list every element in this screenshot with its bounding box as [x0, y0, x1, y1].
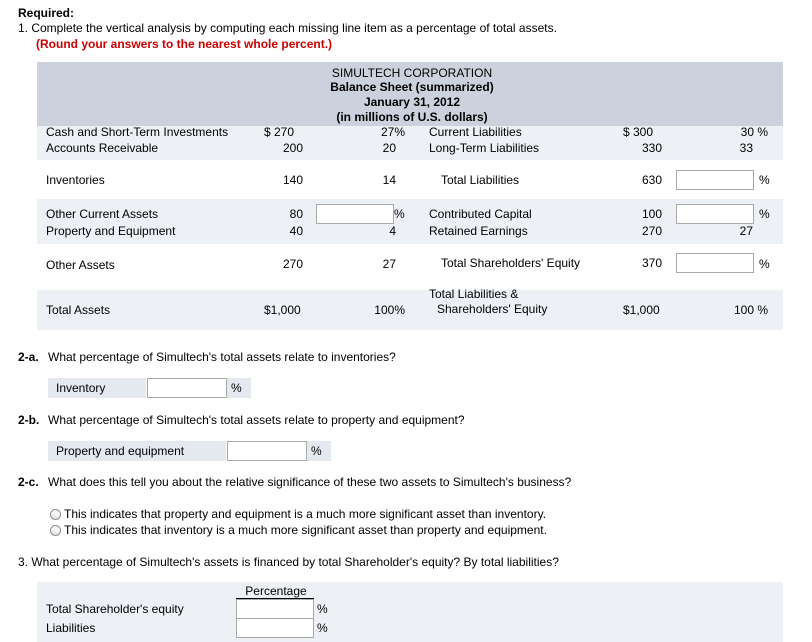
liability-label: Retained Earnings [429, 224, 528, 238]
question-3-text: 3. What percentage of Simultech's assets is financed by total Shareholder's equity? By total liabilities? [18, 555, 559, 569]
liability-amount: 630 [641, 173, 662, 187]
required-heading: Required: [18, 6, 75, 20]
question-2b-number: 2-b. [18, 413, 40, 427]
asset-amount: 270 [282, 257, 303, 271]
liability-percent: 33 [739, 141, 753, 155]
total-liab-equity-percent: 100 % [733, 303, 768, 317]
total-assets-percent: 100% [374, 303, 405, 317]
contributed-capital-percent-input[interactable] [676, 204, 754, 224]
total-liab-equity-amount: $1,000 [623, 303, 660, 317]
shareholders-equity-percent-input[interactable] [236, 599, 314, 619]
total-liab-equity-label: Total Liabilities & [429, 287, 519, 301]
percent-sign: % [759, 173, 770, 187]
inventory-percent-input[interactable] [147, 378, 227, 398]
question-1-text: 1. Complete the vertical analysis by computing each missing line item as a percentage of total assets. [18, 21, 557, 35]
shareholders-equity-label: Total Shareholder's equity [46, 602, 184, 616]
property-equipment-label: Property and equipment [48, 441, 226, 461]
asset-label: Cash and Short-Term Investments [46, 125, 229, 139]
rounding-note: (Round your answers to the nearest whole percent.) [36, 37, 333, 51]
total-liabilities-percent-input[interactable] [676, 170, 754, 190]
liability-percent: 30 % [740, 125, 768, 139]
liability-amount: 330 [641, 141, 662, 155]
option-1-text[interactable]: This indicates that property and equipment is a much more significant asset than inventory. [64, 507, 547, 521]
option-2-radio[interactable] [50, 525, 61, 536]
question-2a-text: What percentage of Simultech's total assets relate to inventories? [48, 350, 396, 364]
percent-sign: % [227, 378, 251, 398]
asset-percent: 20 [382, 141, 396, 155]
statement-title: Balance Sheet (summarized) [330, 80, 494, 94]
statement-units: (in millions of U.S. dollars) [336, 110, 488, 124]
asset-percent: 27% [380, 125, 405, 139]
total-assets-label: Total Assets [46, 303, 111, 317]
liability-amount: $ 300 [623, 125, 654, 139]
inventory-label: Inventory [48, 378, 146, 398]
percent-sign: % [317, 621, 328, 635]
row-band [37, 290, 783, 330]
liabilities-percent-input[interactable] [236, 618, 314, 638]
question-2c-number: 2-c. [18, 475, 39, 489]
percent-sign: % [759, 207, 770, 221]
total-liabilities-label: Total Liabilities [441, 173, 520, 187]
liability-label: Current Liabilities [429, 125, 522, 139]
total-equity-label: Total Shareholders' Equity [441, 256, 581, 270]
asset-percent: 14 [382, 173, 396, 187]
percent-sign: % [317, 602, 328, 616]
asset-label: Other Assets [46, 258, 115, 272]
asset-amount: 80 [289, 207, 303, 221]
liabilities-label: Liabilities [46, 621, 96, 635]
question-2a-number: 2-a. [18, 350, 39, 364]
asset-label: Accounts Receivable [46, 141, 159, 155]
question-2b-text: What percentage of Simultech's total assets relate to property and equipment? [48, 413, 465, 427]
liability-label: Long-Term Liabilities [429, 141, 540, 155]
total-equity-percent-input[interactable] [676, 253, 754, 273]
option-2-text[interactable]: This indicates that inventory is a much more significant asset than property and equipment. [64, 523, 547, 537]
total-assets-amount: $1,000 [264, 303, 301, 317]
asset-percent: 27 [382, 257, 396, 271]
percent-sign: % [394, 207, 405, 221]
asset-amount: 40 [289, 224, 303, 238]
option-1-radio[interactable] [50, 509, 61, 520]
liability-percent: 27 [739, 224, 753, 238]
asset-amount: $ 270 [264, 125, 295, 139]
asset-label: Inventories [46, 173, 105, 187]
other-current-assets-percent-input[interactable] [316, 204, 394, 224]
statement-date: January 31, 2012 [363, 95, 461, 109]
liability-amount: 100 [641, 207, 662, 221]
liability-amount: 370 [641, 256, 662, 270]
question-2c-text: What does this tell you about the relative significance of these two assets to Simultech's business? [48, 475, 572, 489]
asset-percent: 4 [389, 224, 396, 238]
percent-sign: % [759, 257, 770, 271]
percent-sign: % [307, 441, 331, 461]
liability-label: Contributed Capital [429, 207, 532, 221]
company-name: SIMULTECH CORPORATION [331, 66, 493, 80]
percentage-column-header: Percentage [245, 584, 307, 598]
total-liab-equity-label: Shareholders' Equity [437, 302, 548, 316]
property-equipment-percent-input[interactable] [227, 441, 307, 461]
asset-amount: 140 [282, 173, 303, 187]
asset-label: Property and Equipment [46, 224, 176, 238]
asset-amount: 200 [282, 141, 303, 155]
asset-label: Other Current Assets [46, 207, 159, 221]
liability-amount: 270 [641, 224, 662, 238]
